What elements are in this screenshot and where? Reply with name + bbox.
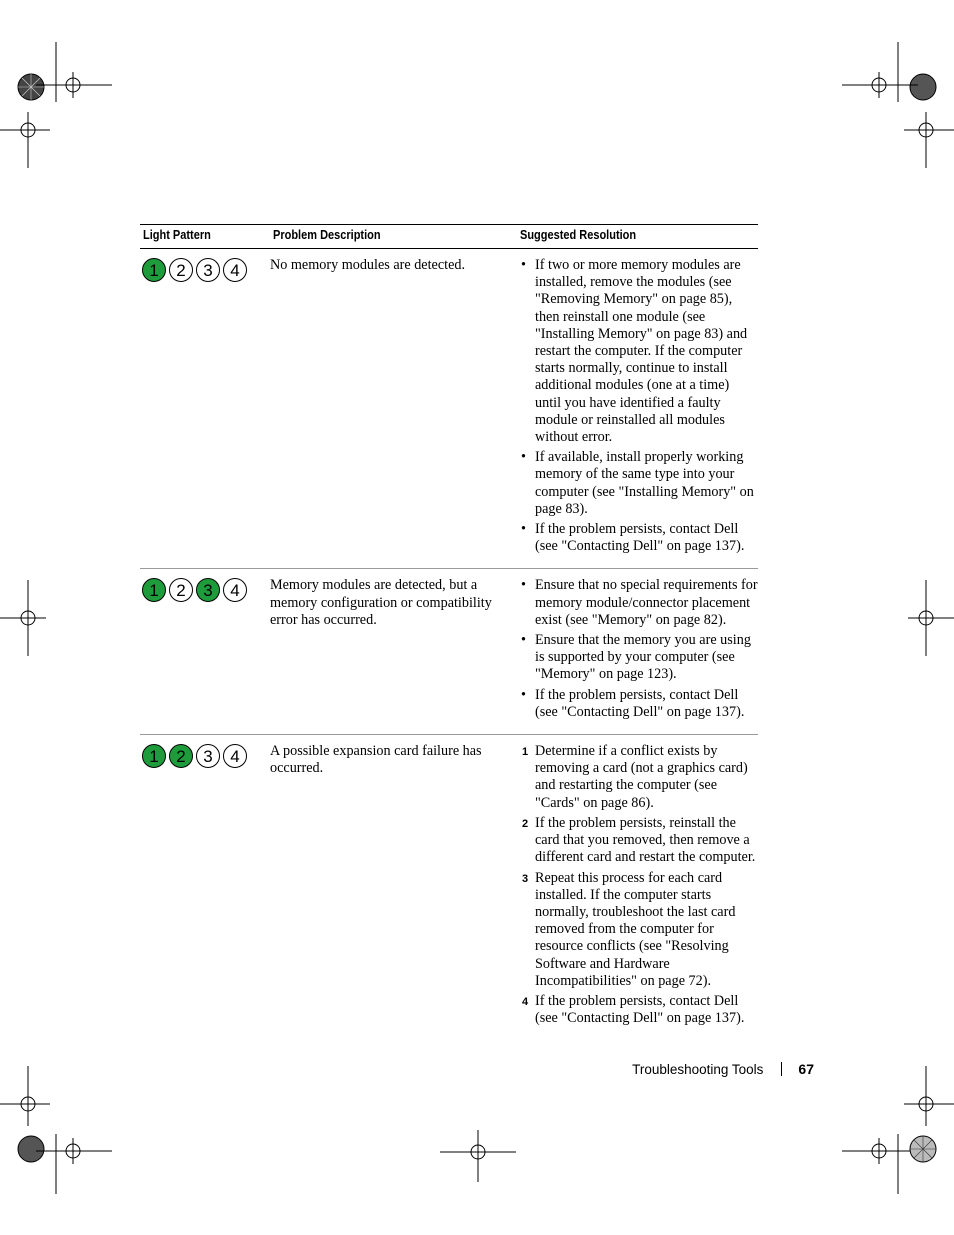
light-pattern-cell <box>140 569 270 735</box>
footer-section-title: Troubleshooting Tools <box>632 1061 764 1077</box>
diagnostic-lights <box>142 258 270 282</box>
header-problem-description: Problem Description <box>270 225 517 249</box>
table-row <box>140 249 758 569</box>
list-item: • Ensure that the memory you are using is supported by your computer (see "Memory" on page 123). <box>521 632 751 683</box>
step-number: 4 <box>522 995 529 1008</box>
table-row <box>140 569 758 735</box>
crosshair-mark <box>904 580 954 656</box>
resolution-steps <box>517 743 758 1027</box>
bullet-icon: • <box>521 521 526 538</box>
crosshair-mark <box>0 580 50 656</box>
registration-mark-bottom-right-outer <box>908 1134 938 1164</box>
diagnostic-light-3: 3 <box>196 258 220 282</box>
list-item: • If available, install properly working memory of the same type into your computer (see "Installing Memory" on page 83). <box>521 449 754 517</box>
diagnostic-light-1: 1 <box>142 578 166 602</box>
list-item: 3 Repeat this process for each card installed. If the computer starts normally, troubleshoot the last card removed from the computer for resource conflicts (see "Resolving Software and Hardware Incompatibilities" on page 72). <box>522 869 736 989</box>
crosshair-mark <box>898 112 954 168</box>
bullet-icon: • <box>521 686 526 703</box>
bullet-icon: • <box>521 632 526 649</box>
table-row <box>140 735 758 1041</box>
suggested-resolution-cell <box>517 735 758 1041</box>
table-header-row <box>140 225 758 249</box>
list-item: 1 Determine if a conflict exists by removing a card (not a graphics card) and restarting the computer (see "Cards" on page 86). <box>522 743 748 811</box>
bullet-icon: • <box>521 577 526 594</box>
resolution-list <box>517 257 758 555</box>
crosshair-mark <box>440 1126 516 1182</box>
diagnostic-light-4: 4 <box>223 578 247 602</box>
diagnostic-light-3: 3 <box>196 578 220 602</box>
step-number: 1 <box>522 746 529 759</box>
footer-divider <box>781 1062 782 1076</box>
diagnostic-lights-table <box>140 224 758 1040</box>
bullet-icon: • <box>521 257 526 273</box>
page-number: 67 <box>798 1061 814 1077</box>
diagnostic-light-2: 2 <box>169 258 193 282</box>
header-light-pattern: Light Pattern <box>140 225 270 249</box>
step-number: 3 <box>522 872 529 885</box>
suggested-resolution-cell <box>517 569 758 735</box>
diagnostic-light-4: 4 <box>223 744 247 768</box>
crosshair-mark <box>0 112 60 168</box>
diagnostic-light-2: 2 <box>169 578 193 602</box>
list-item: 2 If the problem persists, reinstall the card that you removed, then remove a different card and restart the computer. <box>522 814 756 866</box>
diagnostic-light-1: 1 <box>142 258 166 282</box>
diagnostic-lights <box>142 744 270 768</box>
list-item: 4 If the problem persists, contact Dell (see "Contacting Dell" on page 137). <box>522 992 745 1027</box>
diagnostic-light-3: 3 <box>196 744 220 768</box>
diagnostic-light-1: 1 <box>142 744 166 768</box>
diagnostic-light-4: 4 <box>223 258 247 282</box>
suggested-resolution-cell <box>517 249 758 569</box>
list-item: • If the problem persists, contact Dell (see "Contacting Dell" on page 137). <box>521 521 745 555</box>
resolution-list <box>517 577 758 721</box>
list-item: • Ensure that no special requirements for memory module/connector placement exist (see "Memory" on page 82). <box>521 577 758 628</box>
page-footer <box>632 1061 814 1077</box>
problem-description: No memory modules are detected. <box>270 249 517 569</box>
list-item: • If the problem persists, contact Dell (see "Contacting Dell" on page 137). <box>521 686 745 720</box>
diagnostic-light-2: 2 <box>169 744 193 768</box>
list-item: • If two or more memory modules are installed, remove the modules (see "Removing Memory" on page 85), then reinstall one module (see "Installing Memory" on page 83) and restart the computer. If the computer starts normally, continue to install additional modules (one at a time) until you have identified a faulty module or reinstalled all modules without error. <box>521 257 748 446</box>
problem-description: Memory modules are detected, but a memory configuration or compatibility error has occurred. <box>270 569 517 735</box>
header-suggested-resolution: Suggested Resolution <box>517 225 758 249</box>
light-pattern-cell <box>140 735 270 1041</box>
light-pattern-cell <box>140 249 270 569</box>
step-number: 2 <box>522 817 529 830</box>
crosshair-mark <box>36 1108 112 1194</box>
crosshair-mark <box>842 1108 918 1194</box>
problem-description: A possible expansion card failure has occurred. <box>270 743 482 777</box>
diagnostic-lights <box>142 578 270 602</box>
bullet-icon: • <box>521 449 526 466</box>
